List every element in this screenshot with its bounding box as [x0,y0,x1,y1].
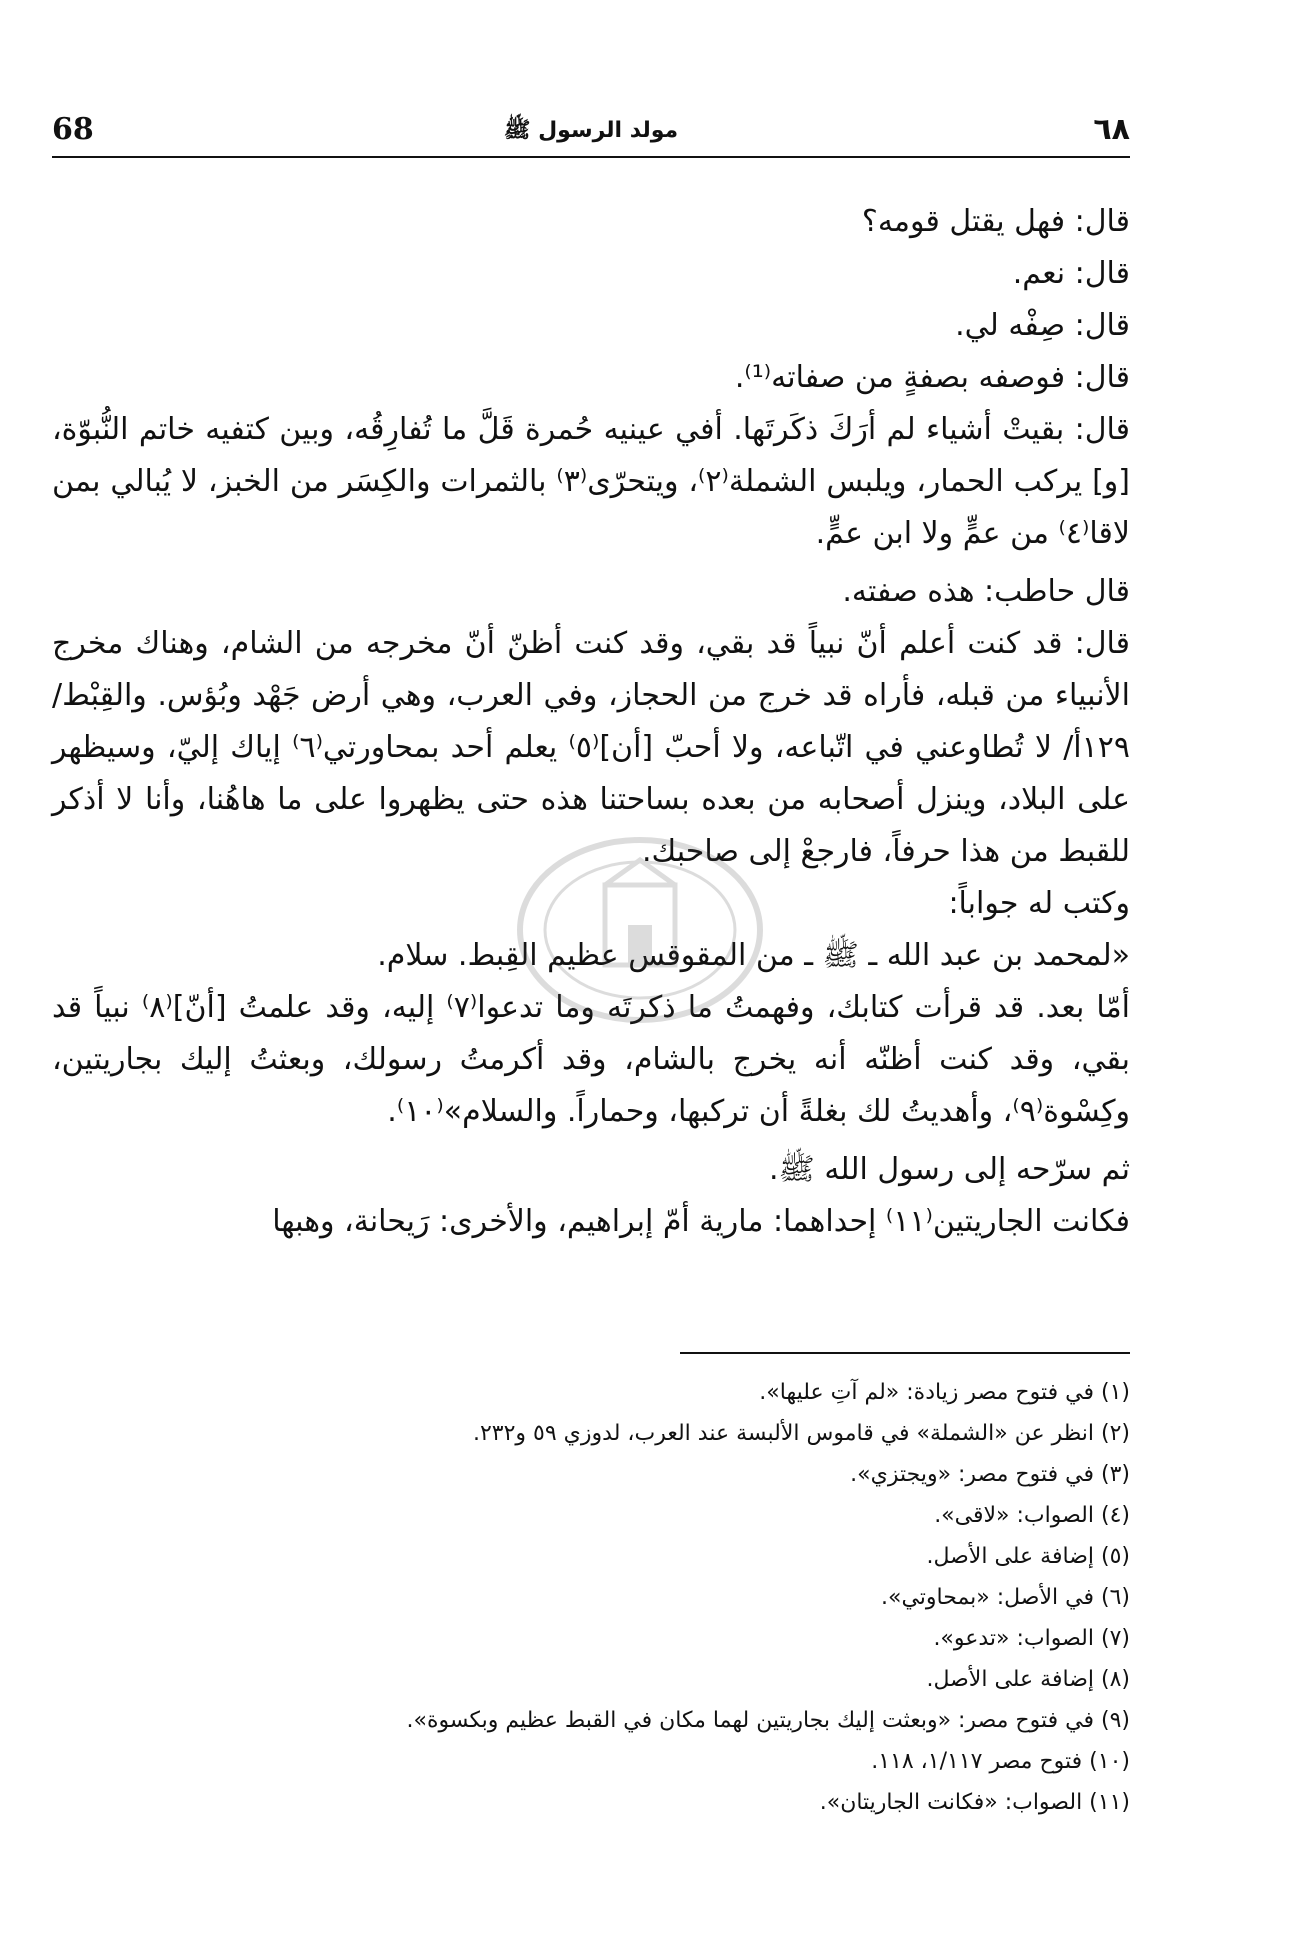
footnote: (٥) إضافة على الأصل. [926,1544,1130,1569]
text-line: فكانت الجاريتين⁽١١⁾ إحداهما: مارية أمّ إبراهيم، والأخرى: رَيحانة، وهبها [272,1204,1130,1239]
footnote: (٨) إضافة على الأصل. [926,1667,1130,1692]
footnote: (٧) الصواب: «تدعو». [933,1626,1130,1651]
footnote: (١١) الصواب: «فكانت الجاريتان». [819,1790,1130,1815]
page-number-latin: 68 [52,112,94,147]
text-paragraph: قال: بقيتْ أشياء لم أرَكَ ذكَرتَها. أفي عينيه حُمرة قَلَّ ما تُفارِقُه، وبين كتفيه خاتم النُّبوّة، [و] يركب الحمار، ويلبس الشملة⁽٢⁾، ويتحرّى⁽٣⁾ بالثمرات والكِسَر من الخبز، لا يُبالي بمن لاقا⁽٤⁾ من عمٍّ ولا ابن عمٍّ. [52,412,1130,551]
text-line: وكتب له جواباً: [948,886,1130,921]
page-header [52,112,1130,158]
footnote: (٣) في فتوح مصر: «ويجتزي». [850,1462,1130,1487]
text-line: قال: فوصفه بصفةٍ من صفاته⁽¹⁾. [734,360,1130,395]
footnote-separator [680,1352,1130,1354]
main-text [52,196,1130,1248]
text-line: قال: صِفْه لي. [955,308,1130,343]
footnote: (١) في فتوح مصر زيادة: «لم آتِ عليها». [759,1380,1130,1405]
running-title: مولد الرسول ﷺ [503,118,679,143]
page-number-arabic: ٦٨ [1093,112,1130,147]
letter-body: أمّا بعد. قد قرأت كتابك، وفهمتُ ما ذكرتَه وما تدعوا⁽٧⁾ إليه، وقد علمتُ [أنّ]⁽٨⁾ نبياً قد بقي، وقد كنت أظنّه أنه يخرج بالشام، وقد أكرمتُ رسولك، وبعثتُ إليك بجاريتين، وكِسْوة⁽٩⁾، وأهديتُ لك بغلةً أن تركبها، وحماراً. والسلام»⁽١٠⁾. [52,990,1130,1129]
text-paragraph: قال: قد كنت أعلم أنّ نبياً قد بقي، وقد كنت أظنّ أنّ مخرجه من الشام، وهناك مخرج الأنبياء من قبله، فأراه قد خرج من الحجاز، وفي العرب، وهي أرض جَهْد وبُؤس. والقِبْط/١٢٩أ/ لا تُطاوعني في اتّباعه، ولا أحبّ [أن]⁽٥⁾ يعلم أحد بمحاورتي⁽٦⁾ إياك إليّ، وسيظهر على البلاد، وينزل أصحابه من بعده بساحتنا هذه حتى يظهروا على ما هاهُنا، وأنا لا أذكر للقبط من هذا حرفاً، فارجعْ إلى صاحبك. [52,626,1130,869]
letter-opening: «لمحمد بن عبد الله ـ ﷺ ـ من المقوقس عظيم القِبط. سلام. [377,938,1130,973]
footnote: (٩) في فتوح مصر: «وبعثت إليك بجاريتين لهما مكان في القبط عظيم وبكسوة». [406,1708,1130,1733]
footnote: (٤) الصواب: «لاقى». [934,1503,1130,1528]
footnotes [52,1372,1130,1823]
text-line: ثم سرّحه إلى رسول الله ﷺ. [769,1152,1130,1187]
text-line: قال: فهل يقتل قومه؟ [861,204,1130,239]
footnote: (١٠) فتوح مصر ١/١١٧، ١١٨. [871,1749,1130,1774]
library-seal-watermark-icon [510,830,770,1030]
footnote: (٦) في الأصل: «بمحاوتي». [881,1585,1130,1610]
text-line: قال: نعم. [1012,256,1130,291]
footnote: (٢) انظر عن «الشملة» في قاموس الألبسة عند العرب، لدوزي ٥٩ و٢٣٢. [472,1421,1130,1446]
text-line: قال حاطب: هذه صفته. [842,574,1130,609]
